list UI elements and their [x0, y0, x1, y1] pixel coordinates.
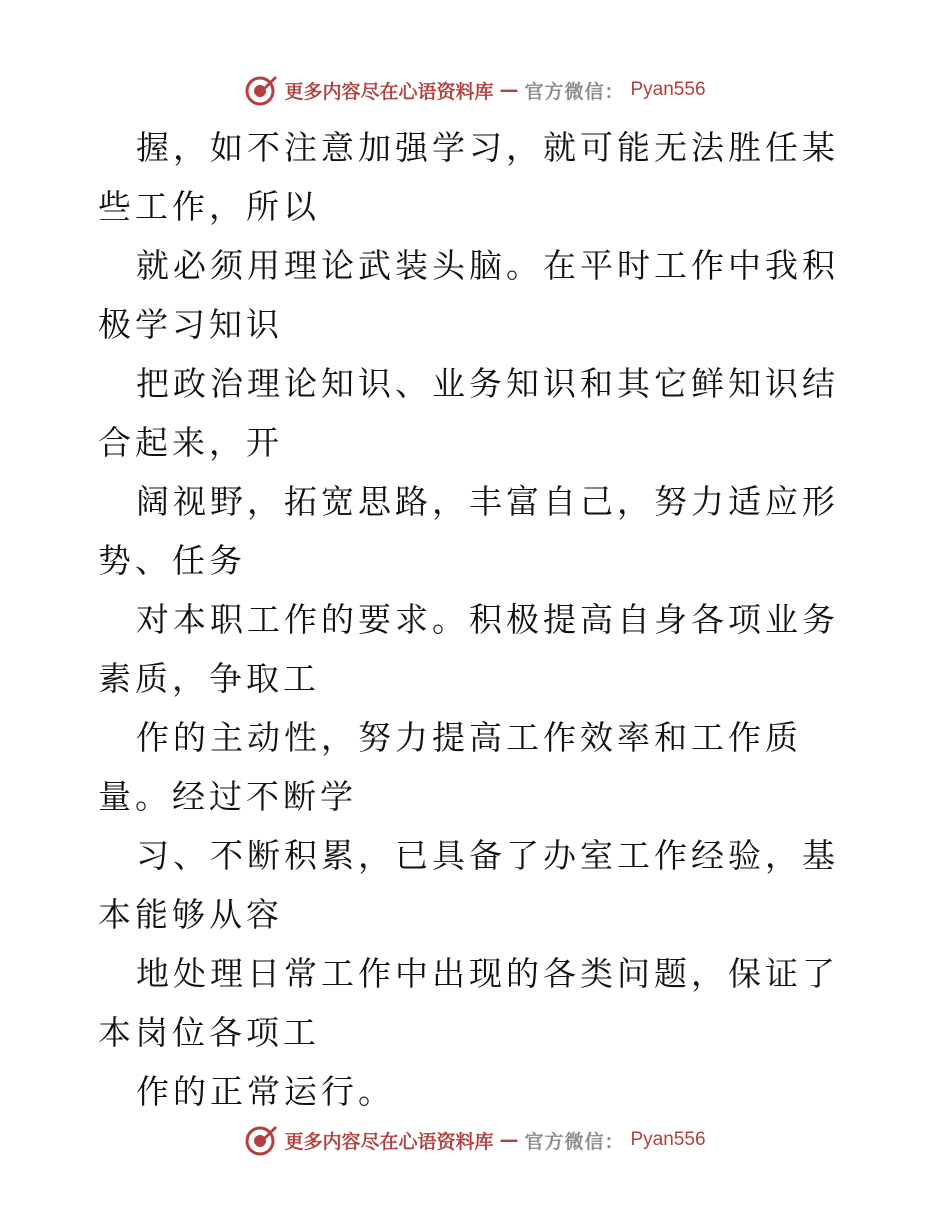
paragraph-6: 作的主动性，努力提高工作效率和工作质量。经过不断学 [98, 718, 802, 816]
footer-wechat-id: Pyan556 [630, 1129, 706, 1150]
document-body [98, 118, 868, 1121]
paragraph-3: 把政治理论知识、业务知识和其它鲜知识结合起来，开 [98, 364, 839, 462]
paragraph-8: 地处理日常工作中出现的各类问题，保证了本岗位各项工 [98, 954, 839, 1052]
paragraph-5: 对本职工作的要求。积极提高自身各项业务素质，争取工 [98, 600, 839, 698]
paragraph-1: 握，如不注意加强学习，就可能无法胜任某些工作，所以 [98, 128, 839, 226]
header-dash: — [499, 79, 519, 101]
paragraph-2: 就必须用理论武装头脑。在平时工作中我积极学习知识 [98, 246, 839, 344]
header-site-name: 更多内容尽在心语资料库 [284, 80, 494, 103]
header-wechat-id: Pyan556 [630, 79, 706, 100]
header-banner[interactable] [244, 73, 705, 107]
page-header [0, 70, 950, 110]
page-footer [0, 1120, 950, 1160]
paragraph-9: 作的正常运行。 [136, 1072, 395, 1111]
paragraph-4: 阔视野，拓宽思路，丰富自己，努力适应形势、任务 [98, 482, 839, 580]
footer-site-name: 更多内容尽在心语资料库 [284, 1130, 494, 1153]
footer-banner[interactable] [244, 1123, 705, 1157]
footer-wechat-label: 官方微信： [524, 1130, 625, 1153]
pen-logo-icon [244, 73, 278, 107]
pen-logo-icon [244, 1123, 278, 1157]
paragraph-7: 习、不断积累，已具备了办室工作经验，基本能够从容 [98, 836, 839, 934]
footer-dash: — [499, 1129, 519, 1151]
header-wechat-label: 官方微信： [524, 80, 625, 103]
